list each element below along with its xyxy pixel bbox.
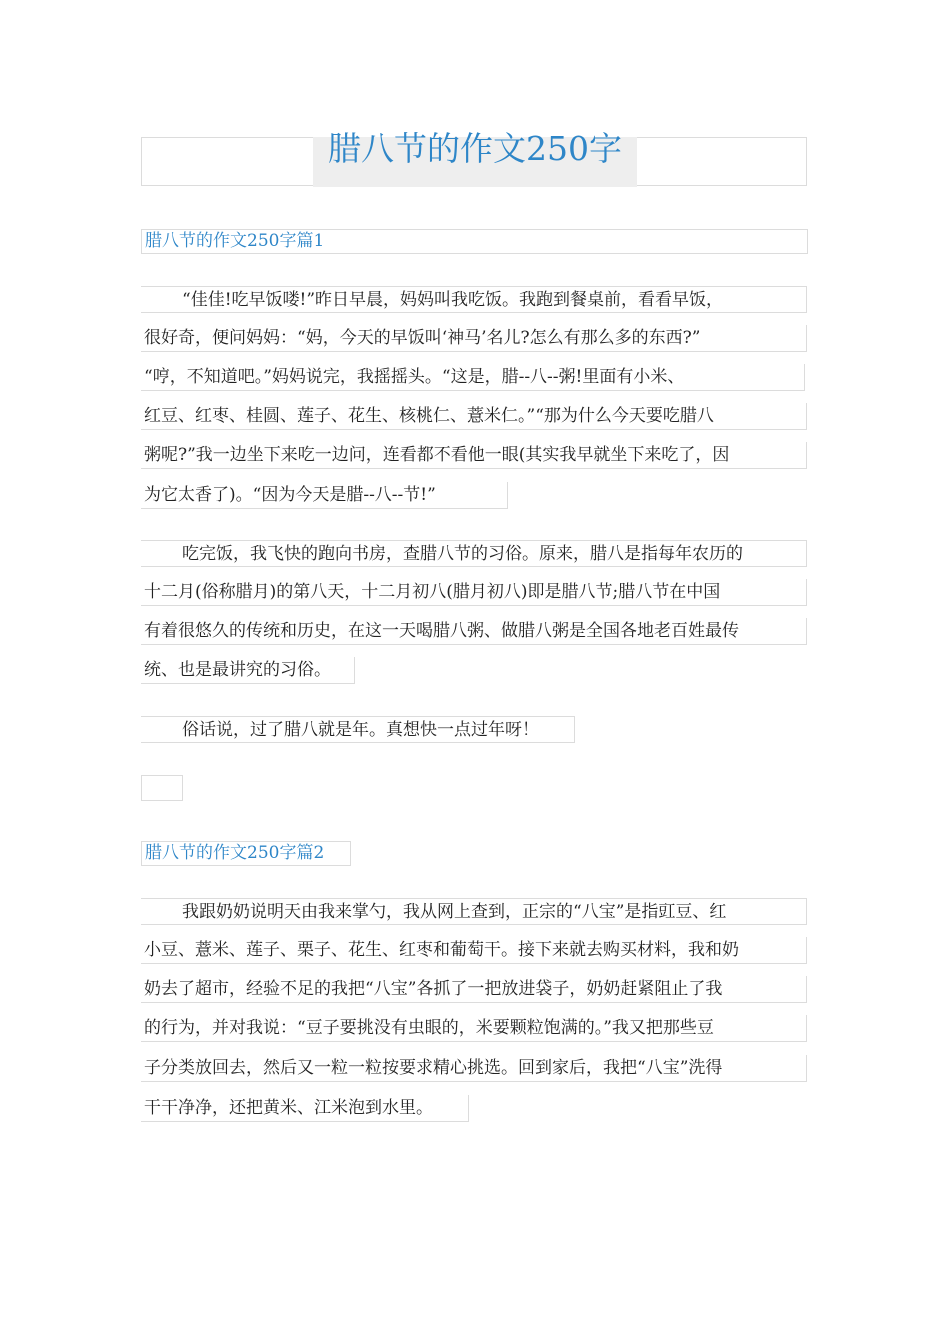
paragraph-line: 我跟奶奶说明天由我来掌勺，我从网上查到，正宗的“八宝”是指豇豆、红 [141,898,807,925]
section-2-heading: 腊八节的作文250字篇2 [141,841,351,866]
paragraph-line: 为它太香了)。“因为今天是腊--八--节!” [141,482,508,509]
paragraph-line: 干干净净，还把黄米、江米泡到水里。 [141,1095,469,1122]
paragraph-line: 奶去了超市，经验不足的我把“八宝”各抓了一把放进袋子，奶奶赶紧阻止了我 [141,976,807,1003]
paragraph-line: 十二月(俗称腊月)的第八天，十二月初八(腊月初八)即是腊八节;腊八节在中国 [141,579,807,606]
paragraph-line: 很好奇，便问妈妈：“妈，今天的早饭叫‘神马’名儿?怎么有那么多的东西?” [141,325,807,352]
paragraph-line: 子分类放回去，然后又一粒一粒按要求精心挑选。回到家后，我把“八宝”洗得 [141,1055,807,1082]
paragraph-line: “佳佳!吃早饭喽!”昨日早晨，妈妈叫我吃饭。我跑到餐桌前，看看早饭， [141,286,807,313]
document-title: 腊八节的作文250字 [328,129,622,168]
paragraph-line: 统、也是最讲究的习俗。 [141,657,355,684]
section-1-heading: 腊八节的作文250字篇1 [141,229,808,254]
paragraph-line: 吃完饭，我飞快的跑向书房，查腊八节的习俗。原来，腊八是指每年农历的 [141,540,807,567]
empty-paragraph [141,775,183,801]
paragraph-line: “哼，不知道吧。”妈妈说完，我摇摇头。“这是，腊--八--粥!里面有小米、 [141,364,805,391]
paragraph-line: 有着很悠久的传统和历史，在这一天喝腊八粥、做腊八粥是全国各地老百姓最传 [141,618,807,645]
paragraph-line: 红豆、红枣、桂圆、莲子、花生、核桃仁、薏米仁。”“那为什么今天要吃腊八 [141,403,807,430]
paragraph-line: 的行为，并对我说：“豆子要挑没有虫眼的，米要颗粒饱满的。”我又把那些豆 [141,1015,807,1042]
paragraph-line: 俗话说，过了腊八就是年。真想快一点过年呀！ [141,716,575,743]
paragraph-line: 粥呢?”我一边坐下来吃一边问，连看都不看他一眼(其实我早就坐下来吃了，因 [141,442,807,469]
paragraph-line: 小豆、薏米、莲子、栗子、花生、红枣和葡萄干。接下来就去购买材料，我和奶 [141,937,807,964]
